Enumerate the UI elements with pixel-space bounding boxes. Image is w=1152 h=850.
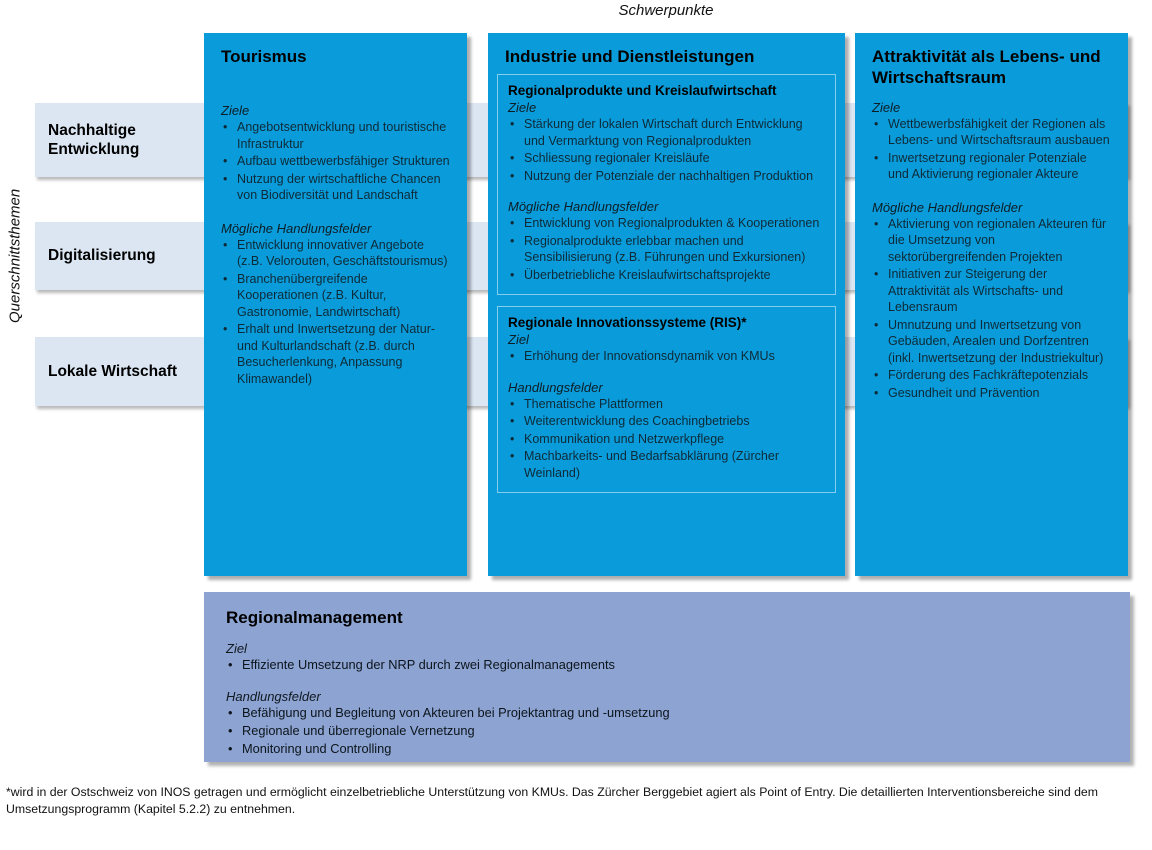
section-ziele — [508, 100, 825, 184]
column-attraktivitaet — [855, 33, 1128, 576]
section-handlungsfelder — [221, 221, 450, 388]
bullet-item: • Stärkung der lokalen Wirtschaft durch Entwicklung und Vermarktung von Regionalprodukten — [508, 116, 825, 149]
bullet-list — [221, 119, 450, 204]
bullet-item: • Regionale und überregionale Vernetzung — [226, 723, 1108, 740]
section-handlungsfelder — [872, 200, 1111, 402]
bullet-item: • Erhöhung der Innovationsdynamik von KMUs — [508, 348, 825, 365]
column-title: Industrie und Dienstleistungen — [505, 47, 755, 66]
bullet-item: • Machbarkeits- und Bedarfsabklärung (Zürcher Weinland) — [508, 448, 825, 481]
box-regionalmanagement — [204, 592, 1130, 762]
band-label: Lokale Wirtschaft — [48, 362, 178, 380]
box-regionalprodukte-kreislaufwirtschaft — [497, 74, 836, 295]
column-title: Tourismus — [221, 47, 307, 66]
section-heading: Ziel — [508, 332, 529, 348]
bullet-list — [508, 215, 825, 283]
section-ziele — [872, 100, 1111, 183]
box-title: Regionalmanagement — [226, 608, 403, 627]
diagram-title: Schwerpunkte — [618, 2, 714, 19]
section-handlungsfelder — [508, 199, 825, 283]
box-title: Regionalprodukte und Kreislaufwirtschaft — [508, 83, 777, 99]
column-industrie-dienstleistungen — [488, 33, 845, 576]
bullet-item: • Aktivierung von regionalen Akteuren für die Umsetzung von sektorübergreifenden Projekten — [872, 216, 1111, 266]
bullet-list — [508, 396, 825, 482]
box-regionale-innovationssysteme — [497, 306, 836, 493]
bullet-list — [226, 657, 1108, 674]
bullet-item: • Aufbau wettbewerbsfähiger Strukturen — [221, 153, 450, 170]
bullet-item: • Gesundheit und Prävention — [872, 385, 1111, 402]
section-ziel — [508, 332, 825, 365]
section-heading: Ziele — [508, 100, 537, 116]
bullet-list — [872, 216, 1111, 402]
bullet-item: • Monitoring und Controlling — [226, 741, 1108, 758]
bullet-item: • Wettbewerbsfähigkeit der Regionen als Lebens- und Wirtschaftsraum ausbauen — [872, 116, 1111, 149]
section-ziele — [221, 103, 450, 204]
section-handlungsfelder — [508, 380, 825, 482]
bullet-item: • Überbetriebliche Kreislaufwirtschaftsprojekte — [508, 267, 825, 284]
bullet-item: • Umnutzung und Inwertsetzung von Gebäuden, Arealen und Dorfzentren (inkl. Inwertsetzung der Industriekultur) — [872, 317, 1111, 367]
footnote-text: *wird in der Ostschweiz von INOS getragen und ermöglicht einzelbetriebliche Unterstützung von KMUs. Das Zürcher Berggebiet agiert als Point of Entry. Die detaillierten Interventionsbereiche sind dem Umsetzungsprogramm (Kapitel 5.2.2) zu entnehmen. — [6, 785, 1098, 816]
band-label: Digitalisierung — [48, 247, 156, 265]
bullet-item: • Entwicklung innovativer Angebote (z.B. Velorouten, Geschäftstourismus) — [221, 237, 450, 270]
bullet-item: • Nutzung der Potenziale der nachhaltigen Produktion — [508, 168, 825, 185]
bullet-item: • Entwicklung von Regionalprodukten & Kooperationen — [508, 215, 825, 232]
bullet-item: • Effiziente Umsetzung der NRP durch zwei Regionalmanagements — [226, 657, 1108, 674]
bullet-item: • Branchenübergreifende Kooperationen (z.B. Kultur, Gastronomie, Landwirtschaft) — [221, 271, 450, 321]
bullet-item: • Förderung des Fachkräftepotenzials — [872, 367, 1111, 384]
bullet-item: • Nutzung der wirtschaftliche Chancen von Biodiversität und Landschaft — [221, 171, 450, 204]
section-ziel — [226, 641, 1108, 674]
column-tourismus — [204, 33, 467, 576]
bullet-item: • Befähigung und Begleitung von Akteuren bei Projektantrag und -umsetzung — [226, 705, 1108, 722]
column-title: Attraktivität als Lebens- und Wirtschaftsraum — [872, 47, 1101, 88]
bullet-list — [221, 237, 450, 388]
band-label: Nachhaltige Entwicklung — [48, 121, 140, 158]
bullet-item: • Regionalprodukte erlebbar machen und Sensibilisierung (z.B. Führungen und Exkursionen) — [508, 233, 825, 266]
bullet-item: • Erhalt und Inwertsetzung der Natur- und Kulturlandschaft (z.B. durch Besucherlenkung, Anpassung Klimawandel) — [221, 321, 450, 387]
section-heading: Handlungsfelder — [508, 379, 603, 395]
bullet-item: • Angebotsentwicklung und touristische Infrastruktur — [221, 119, 450, 152]
box-title: Regionale Innovationssysteme (RIS)* — [508, 315, 747, 331]
section-heading: Handlungsfelder — [226, 689, 321, 705]
cross-cutting-themes-label: Querschnittsthemen — [6, 188, 24, 323]
section-heading: Ziele — [872, 99, 901, 115]
bullet-list — [226, 705, 1108, 758]
section-heading: Ziel — [226, 641, 247, 657]
section-heading: Mögliche Handlungsfelder — [508, 199, 659, 215]
bullet-item: • Weiterentwicklung des Coachingbetriebs — [508, 413, 825, 430]
section-handlungsfelder — [226, 689, 1108, 758]
bullet-list — [508, 348, 825, 365]
bullet-item: • Schliessung regionaler Kreisläufe — [508, 150, 825, 167]
bullet-item: • Inwertsetzung regionaler Potenziale und Aktivierung regionaler Akteure — [872, 150, 1111, 183]
bullet-list — [508, 116, 825, 184]
bullet-item: • Initiativen zur Steigerung der Attraktivität als Wirtschafts- und Lebensraum — [872, 266, 1111, 316]
section-heading: Mögliche Handlungsfelder — [872, 199, 1023, 215]
bullet-item: • Kommunikation und Netzwerkpflege — [508, 431, 825, 448]
section-heading: Ziele — [221, 103, 250, 119]
bullet-item: • Thematische Plattformen — [508, 396, 825, 413]
section-heading: Mögliche Handlungsfelder — [221, 220, 372, 236]
bullet-list — [872, 116, 1111, 183]
